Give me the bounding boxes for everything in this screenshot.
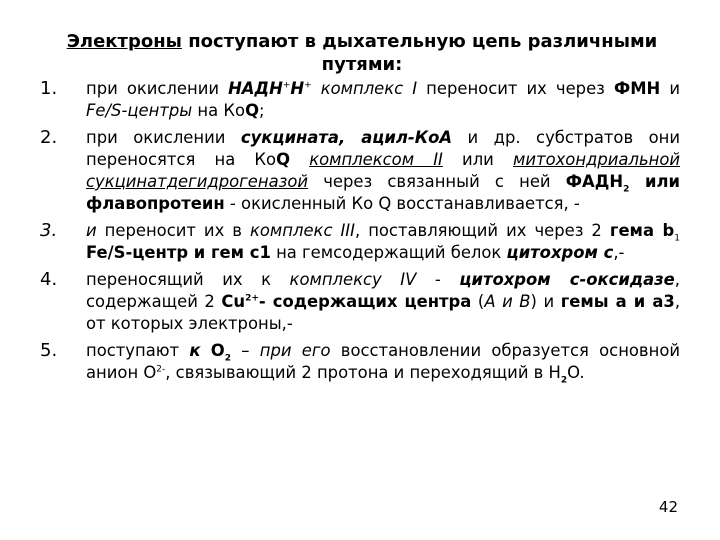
text-segment: или xyxy=(442,150,513,169)
text-segment: восстановлении образуется основной анион O xyxy=(86,341,680,382)
text-segment: , поставляющий их через 2 xyxy=(354,221,610,240)
text-segment: и xyxy=(86,221,97,240)
text-segment: Н xyxy=(290,79,305,98)
text-segment: на гемсодержащий белок xyxy=(270,243,507,262)
text-segment: на Ко xyxy=(192,101,246,120)
text-segment: 2- xyxy=(156,364,166,375)
list-item-number: 1. xyxy=(40,78,58,99)
text-segment: Fe/S-центр и гем с1 xyxy=(86,243,271,262)
text-segment: + xyxy=(282,80,291,91)
text-segment: 2+ xyxy=(245,293,259,304)
text-segment: цитохром с-оксидазе xyxy=(459,270,675,289)
text-segment: ; xyxy=(259,101,265,120)
text-segment: - окисленный Ко Q восстанавливается, - xyxy=(224,194,580,213)
text-segment: комплекс I xyxy=(311,79,418,98)
text-segment: А и В xyxy=(484,292,531,311)
text-segment: и xyxy=(660,79,680,98)
text-segment: ) и xyxy=(530,292,561,311)
text-segment: Q xyxy=(276,150,291,169)
text-segment: Q xyxy=(245,101,259,120)
text-segment: НАДН xyxy=(228,79,283,98)
list-item-number: 2. xyxy=(40,127,58,148)
text-segment: гема b xyxy=(609,221,675,240)
text-segment: , от которых электроны,- xyxy=(86,292,681,333)
text-segment: Cu xyxy=(221,292,246,311)
text-segment: - xyxy=(416,270,460,289)
page-number: 42 xyxy=(658,498,678,516)
text-segment: цитохром с xyxy=(506,243,614,262)
list-item xyxy=(40,78,680,122)
text-segment: , содержащей 2 xyxy=(86,270,681,311)
list-item-number: 3. xyxy=(40,220,58,241)
list-item-text xyxy=(86,220,680,264)
text-segment: переносящий их к xyxy=(86,270,290,289)
text-segment: ,- xyxy=(613,243,625,262)
text-segment: Fe/S-центры xyxy=(86,101,193,120)
title-rest: поступают в дыхательную цепь различными путями: xyxy=(181,31,658,75)
text-segment: через связанный с ней xyxy=(308,172,566,191)
list-item xyxy=(40,340,680,384)
list-item-text xyxy=(86,127,680,215)
text-segment: – при его xyxy=(231,341,331,360)
text-segment: , связывающий 2 протона и переходящий в H xyxy=(165,363,561,382)
text-segment: при окислении xyxy=(86,128,241,147)
title-underlined: Электроны xyxy=(66,31,182,52)
text-segment: - содержащих центра xyxy=(258,292,472,311)
slide-title xyxy=(62,30,662,76)
text-segment: переносит их в xyxy=(96,221,250,240)
text-segment xyxy=(290,150,309,169)
text-segment: и др. субстратов они переносятся на Ко xyxy=(86,128,680,169)
text-segment: + xyxy=(304,80,312,91)
list-item-number: 4. xyxy=(40,269,58,290)
text-segment: O. xyxy=(567,363,585,382)
text-segment: переносит их через xyxy=(417,79,614,98)
text-segment: гемы а и а3 xyxy=(560,292,675,311)
text-segment: к xyxy=(189,341,201,360)
text-segment: ФАДН xyxy=(565,172,624,191)
text-segment: комплекс III xyxy=(249,221,355,240)
list-item-text xyxy=(86,78,680,122)
text-segment: 1 xyxy=(674,233,680,244)
text-segment: комплексу IV xyxy=(289,270,417,289)
text-segment: при окислении xyxy=(86,79,229,98)
text-segment: O xyxy=(210,341,225,360)
list-item-text xyxy=(86,340,680,384)
list-item xyxy=(40,269,680,335)
text-segment: сукцината, ацил-КоА xyxy=(240,128,453,147)
text-segment: ( xyxy=(471,292,485,311)
text-segment: или флавопротеин xyxy=(86,172,680,213)
list-item xyxy=(40,127,680,215)
text-segment xyxy=(201,341,211,360)
text-segment: комплексом II xyxy=(309,150,443,169)
text-segment: поступают xyxy=(86,341,190,360)
text-segment: 2 xyxy=(224,353,231,364)
text-segment: митохондриальной сукцинатдегидрогеназой xyxy=(86,150,681,191)
list-item-number: 5. xyxy=(40,340,58,361)
list-item xyxy=(40,220,680,264)
electron-pathway-list xyxy=(40,78,680,389)
text-segment: 2 xyxy=(623,184,630,195)
text-segment: 2 xyxy=(560,375,568,386)
list-item-text xyxy=(86,269,680,335)
text-segment: ФМН xyxy=(613,79,661,98)
